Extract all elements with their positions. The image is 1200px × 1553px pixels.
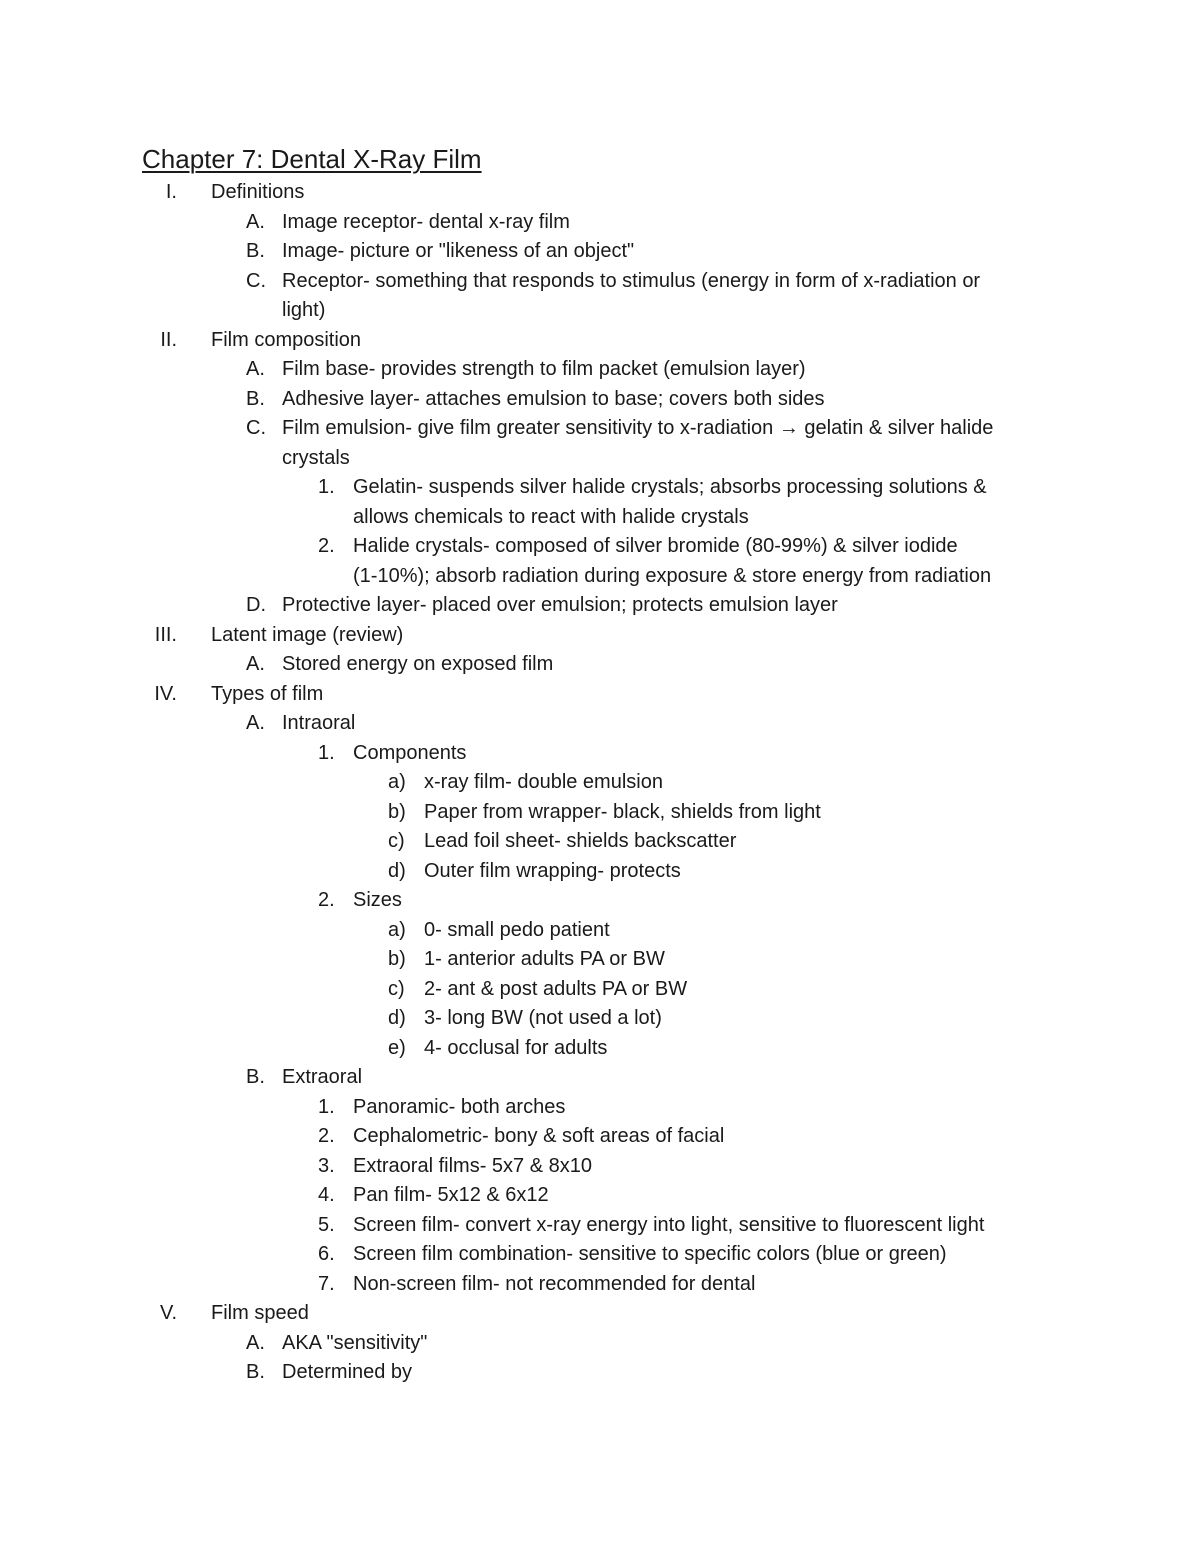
outline-text: 2- ant & post adults PA or BW (424, 977, 688, 1000)
outline-marker: A. (246, 1331, 265, 1354)
outline-item (0, 414, 1200, 473)
outline-marker: 1. (318, 476, 335, 498)
outline-text: Extraoral films- 5x7 & 8x10 (353, 1154, 592, 1177)
outline-item (0, 1211, 1200, 1241)
outline-marker: I. (165, 181, 177, 203)
outline-text: Determined by (282, 1361, 413, 1383)
outline-text: crystals (282, 446, 350, 469)
outline-item (0, 237, 1200, 267)
outline-item (0, 591, 1200, 621)
outline-text: Outer film wrapping- protects (424, 859, 681, 882)
outline-text: Film composition (211, 328, 362, 351)
outline-marker: A. (246, 653, 265, 675)
outline-text: Panoramic- both arches (353, 1095, 566, 1118)
outline-marker: d) (388, 1007, 406, 1029)
outline-item (0, 1004, 1200, 1034)
outline-text: Intraoral (282, 712, 356, 734)
outline-text: Lead foil sheet- shields backscatter (424, 830, 737, 852)
outline-item (0, 1034, 1200, 1064)
outline-item (0, 473, 1200, 532)
outline-text: Pan film- 5x12 & 6x12 (353, 1184, 549, 1206)
outline-text: 0- small pedo patient (424, 918, 610, 941)
outline-text: Components (353, 741, 467, 764)
outline-marker: 5. (318, 1213, 335, 1236)
outline-marker: c) (388, 977, 405, 1000)
outline-item (0, 1063, 1200, 1093)
outline-item (0, 1358, 1200, 1388)
outline-marker: 3. (318, 1154, 335, 1177)
outline-marker: 2. (318, 889, 335, 911)
outline-text: light) (282, 299, 326, 321)
outline-item (0, 208, 1200, 238)
outline-item (0, 326, 1200, 356)
outline-item (0, 1122, 1200, 1152)
outline-text: Cephalometric- bony & soft areas of facial (353, 1125, 725, 1147)
outline-text: Non-screen film- not recommended for dental (353, 1272, 756, 1295)
outline-item (0, 532, 1200, 591)
outline-marker: A. (246, 358, 265, 380)
outline-item (0, 709, 1200, 739)
outline-marker: B. (246, 1361, 265, 1383)
outline-item (0, 1329, 1200, 1359)
outline-text: Stored energy on exposed film (282, 653, 554, 675)
outline-text: allows chemicals to react with halide crystals (353, 505, 749, 528)
outline-text: AKA "sensitivity" (282, 1331, 428, 1354)
outline-text: Latent image (review) (211, 623, 404, 646)
outline-text: Screen film combination- sensitive to specific colors (blue or green) (353, 1243, 947, 1265)
outline-marker: c) (388, 830, 405, 852)
outline-text: 3- long BW (not used a lot) (424, 1007, 662, 1029)
outline-list (0, 178, 1200, 1388)
outline-text: Image- picture or "likeness of an object" (282, 240, 635, 262)
outline-marker: C. (246, 269, 266, 292)
outline-marker: B. (246, 240, 265, 262)
outline-item (0, 945, 1200, 975)
outline-item (0, 1299, 1200, 1329)
outline-marker: a) (388, 918, 406, 941)
outline-marker: D. (246, 594, 266, 616)
outline-text: Gelatin- suspends silver halide crystals; absorbs processing solutions & (353, 476, 987, 498)
outline-text: Film emulsion- give film greater sensitivity to x-radiation → gelatin & silver halide (282, 417, 994, 439)
outline-item (0, 680, 1200, 710)
outline-text: Definitions (211, 181, 305, 203)
outline-marker: C. (246, 417, 266, 439)
outline-item (0, 1270, 1200, 1300)
outline-text: x-ray film- double emulsion (424, 771, 663, 793)
outline-item (0, 178, 1200, 208)
outline-marker: e) (388, 1036, 406, 1059)
outline-item (0, 798, 1200, 828)
outline-item (0, 768, 1200, 798)
outline-item (0, 385, 1200, 415)
outline-text: Halide crystals- composed of silver bromide (80-99%) & silver iodide (353, 535, 958, 557)
outline-item (0, 355, 1200, 385)
outline-text: Receptor- something that responds to stimulus (energy in form of x-radiation or (282, 269, 981, 292)
outline-marker: V. (159, 1302, 177, 1324)
outline-marker: 7. (318, 1272, 335, 1295)
outline-text: Paper from wrapper- black, shields from light (424, 800, 821, 823)
outline-marker: A. (246, 210, 265, 233)
outline-text: Screen film- convert x-ray energy into light, sensitive to fluorescent light (353, 1213, 985, 1236)
outline-text: Adhesive layer- attaches emulsion to base; covers both sides (282, 387, 825, 410)
outline-item (0, 739, 1200, 769)
outline-marker: A. (246, 712, 265, 734)
outline-text: Image receptor- dental x-ray film (282, 210, 570, 233)
outline-text: Types of film (211, 682, 324, 705)
outline-marker: 2. (318, 535, 335, 557)
outline-marker: a) (388, 771, 406, 793)
outline-item (0, 975, 1200, 1005)
outline-marker: II. (160, 328, 177, 351)
outline-marker: 6. (318, 1243, 335, 1265)
outline-text: 4- occlusal for adults (424, 1036, 608, 1059)
outline-text: (1-10%); absorb radiation during exposure & store energy from radiation (353, 564, 992, 587)
outline-marker: b) (388, 948, 406, 970)
outline-marker: IV. (154, 682, 177, 705)
outline-text: Extraoral (282, 1066, 363, 1088)
outline-text: 1- anterior adults PA or BW (424, 948, 665, 970)
outline-item (0, 1181, 1200, 1211)
outline-item (0, 267, 1200, 326)
outline-item (0, 650, 1200, 680)
outline-item (0, 1152, 1200, 1182)
outline-text: Sizes (353, 889, 402, 911)
outline-marker: B. (246, 387, 265, 410)
outline-text: Protective layer- placed over emulsion; protects emulsion layer (282, 594, 838, 616)
outline-marker: b) (388, 800, 406, 823)
outline-item (0, 916, 1200, 946)
outline-marker: III. (154, 623, 177, 646)
outline-item (0, 827, 1200, 857)
outline-text: Film base- provides strength to film packet (emulsion layer) (282, 358, 806, 380)
outline-item (0, 621, 1200, 651)
outline-item (0, 1093, 1200, 1123)
outline-marker: 4. (318, 1184, 335, 1206)
outline-marker: 1. (318, 1095, 335, 1118)
outline-marker: B. (246, 1066, 265, 1088)
outline-item (0, 886, 1200, 916)
page-title: Chapter 7: Dental X-Ray Film (142, 144, 482, 174)
outline-marker: d) (388, 859, 406, 882)
outline-item (0, 1240, 1200, 1270)
outline-item (0, 857, 1200, 887)
outline-text: Film speed (211, 1302, 309, 1324)
outline-marker: 1. (318, 741, 335, 764)
outline-marker: 2. (318, 1125, 335, 1147)
